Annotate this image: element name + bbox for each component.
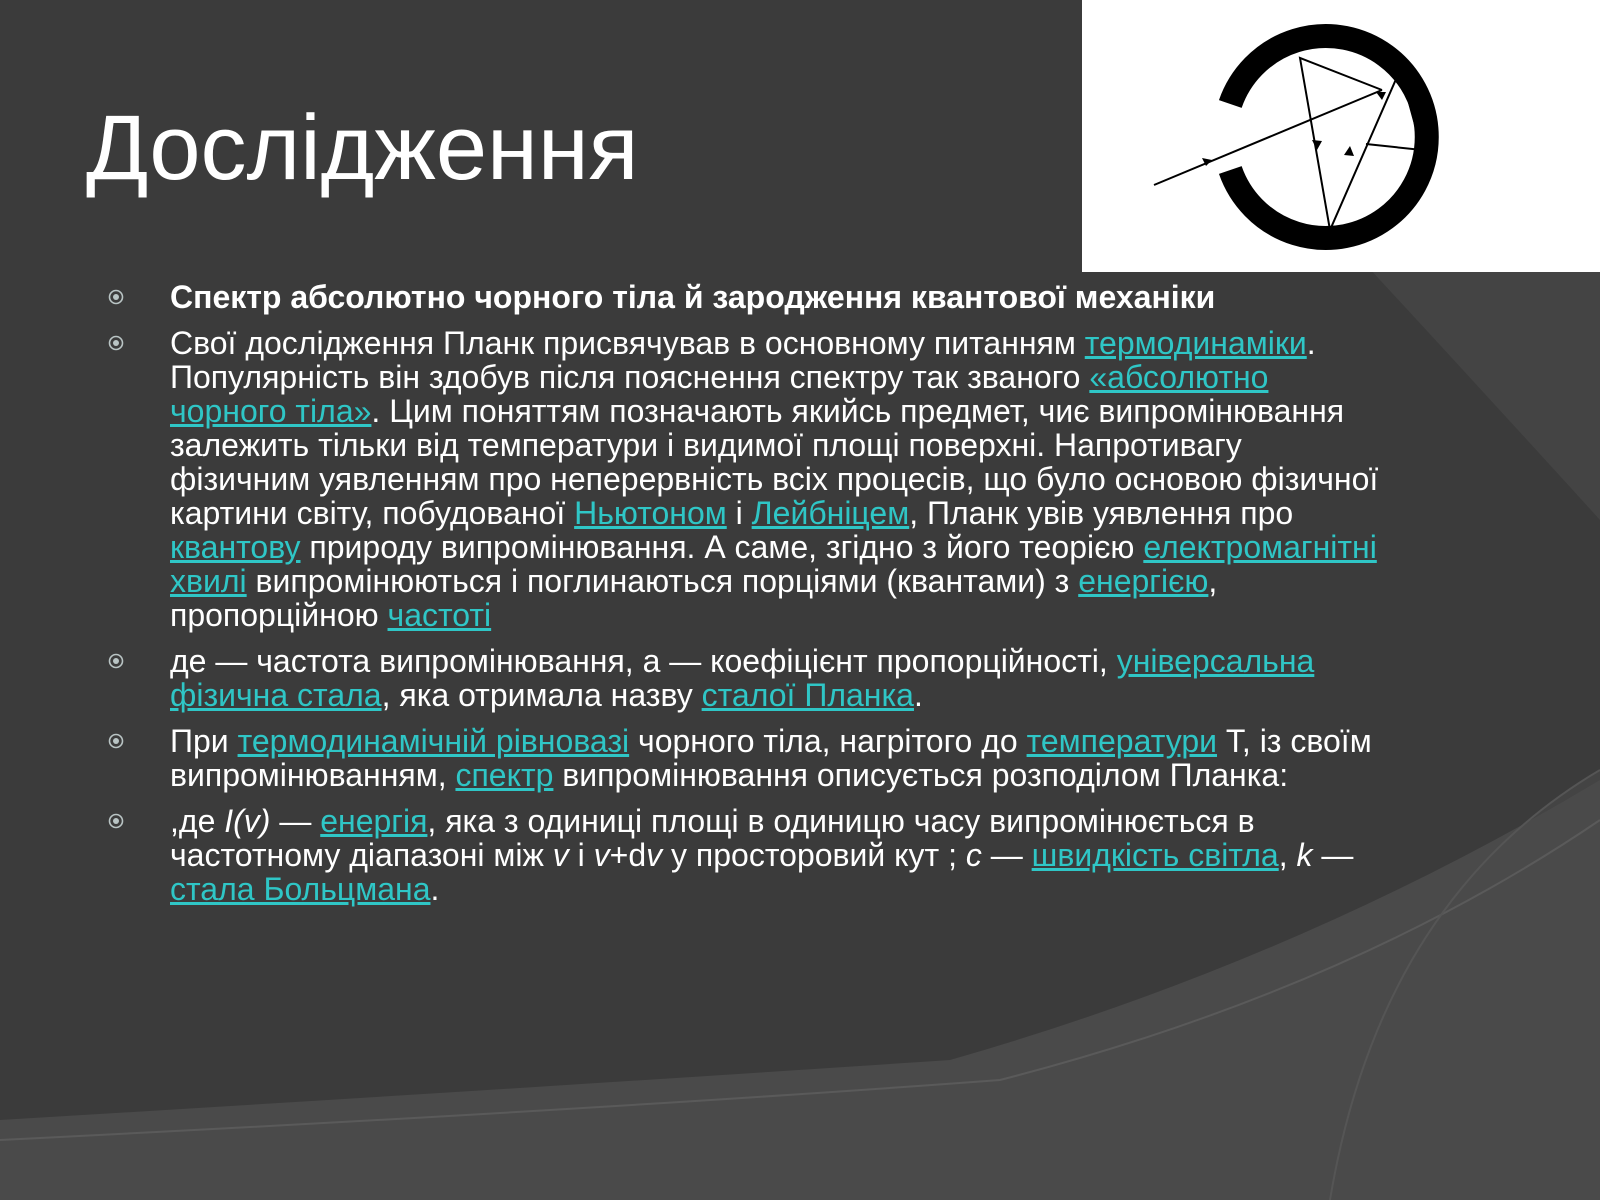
text-span: , пропорційною — [170, 563, 1218, 633]
link-frequency[interactable]: частоті — [387, 597, 492, 633]
list-item — [100, 724, 1390, 792]
text-span: , яка отримала назву — [381, 677, 702, 713]
text-span: , Планк увів уявлення про — [909, 495, 1294, 531]
text-span: — — [981, 837, 1032, 873]
link-leibniz[interactable]: Лейбніцем — [751, 495, 910, 531]
text-span: — — [270, 803, 321, 839]
link-speed-of-light[interactable]: швидкість світла — [1031, 837, 1279, 873]
link-energy[interactable]: енергією — [1078, 563, 1209, 599]
link-universal-constant[interactable]: універсальна фізична стала — [170, 643, 1315, 713]
link-planck-constant[interactable]: сталої Планка — [701, 677, 914, 713]
paragraph — [170, 724, 1390, 792]
slide-title: Дослідження — [86, 97, 639, 199]
link-em-waves[interactable]: електромагнітні хвилі — [170, 529, 1377, 599]
text-span: . — [430, 871, 440, 907]
link-newton[interactable]: Ньютоном — [574, 495, 727, 531]
text-span: . Популярність він здобув після пояснення спектру так званого — [170, 325, 1316, 395]
text-span: Свої дослідження Планк присвячував в основному питанням — [170, 325, 1085, 361]
link-boltzmann-constant[interactable]: стала Больцмана — [170, 871, 431, 907]
section-heading: Спектр абсолютно чорного тіла й зародження квантової механіки — [170, 279, 1216, 315]
circled-dot-icon — [108, 653, 124, 669]
text-span: ,де — [170, 803, 225, 839]
text-span: випромінюються і поглинаються порціями (квантами) з — [246, 563, 1079, 599]
text-span: +d — [609, 837, 647, 873]
symbol-c: c — [965, 837, 982, 873]
symbol-intensity: I(v) — [224, 803, 271, 839]
bullet-list — [100, 280, 1390, 918]
paragraph — [170, 644, 1390, 712]
text-span: . — [913, 677, 923, 713]
list-item — [100, 644, 1390, 712]
link-thermodynamic-equilibrium[interactable]: термодинамічній рівновазі — [237, 723, 630, 759]
symbol-nu: v — [646, 837, 663, 873]
circled-dot-icon — [108, 289, 124, 305]
black-body-cavity-diagram — [1082, 0, 1600, 272]
text-span: , яка з одиниці площі в одиницю часу випромінюється в частотному діапазоні між — [170, 803, 1255, 873]
text-span: у просторовий кут ; — [662, 837, 966, 873]
text-span: природу випромінювання. А саме, згідно з його теорією — [300, 529, 1144, 565]
symbol-nu: v — [552, 837, 569, 873]
text-span: , — [1278, 837, 1297, 873]
symbol-nu: v — [593, 837, 610, 873]
symbol-k: k — [1296, 837, 1313, 873]
text-span: При — [170, 723, 238, 759]
text-span: чорного тіла, нагрітого до — [629, 723, 1027, 759]
list-item — [100, 804, 1390, 906]
link-temperature[interactable]: температури — [1026, 723, 1218, 759]
paragraph — [170, 326, 1390, 632]
link-energy[interactable]: енергія — [320, 803, 428, 839]
link-spectrum[interactable]: спектр — [455, 757, 554, 793]
paragraph — [170, 804, 1390, 906]
text-span: . Цим поняттям позначають якийсь предмет, чиє випромінювання залежить тільки від температури і видимої площі поверхні. Напротивагу фізичним уявленням про неперервність всіх процесів, що було основою фізичної картини світу, побудованої — [170, 393, 1379, 531]
circled-dot-icon — [108, 335, 124, 351]
text-span: де — частота випромінювання, a — коефіцієнт пропорційності, — [170, 643, 1117, 679]
text-span: випромінювання описується розподілом Планка: — [553, 757, 1289, 793]
circled-dot-icon — [108, 813, 124, 829]
list-item — [100, 280, 1390, 314]
text-span: — — [1312, 837, 1354, 873]
text-span: і — [568, 837, 594, 873]
list-item — [100, 326, 1390, 632]
link-black-body[interactable]: «абсолютно чорного тіла» — [170, 359, 1269, 429]
link-quantum[interactable]: квантову — [170, 529, 301, 565]
text-span: і — [726, 495, 752, 531]
link-thermodynamics[interactable]: термодинаміки — [1084, 325, 1307, 361]
circled-dot-icon — [108, 733, 124, 749]
text-span: T, із своїм випромінюванням, — [170, 723, 1372, 793]
